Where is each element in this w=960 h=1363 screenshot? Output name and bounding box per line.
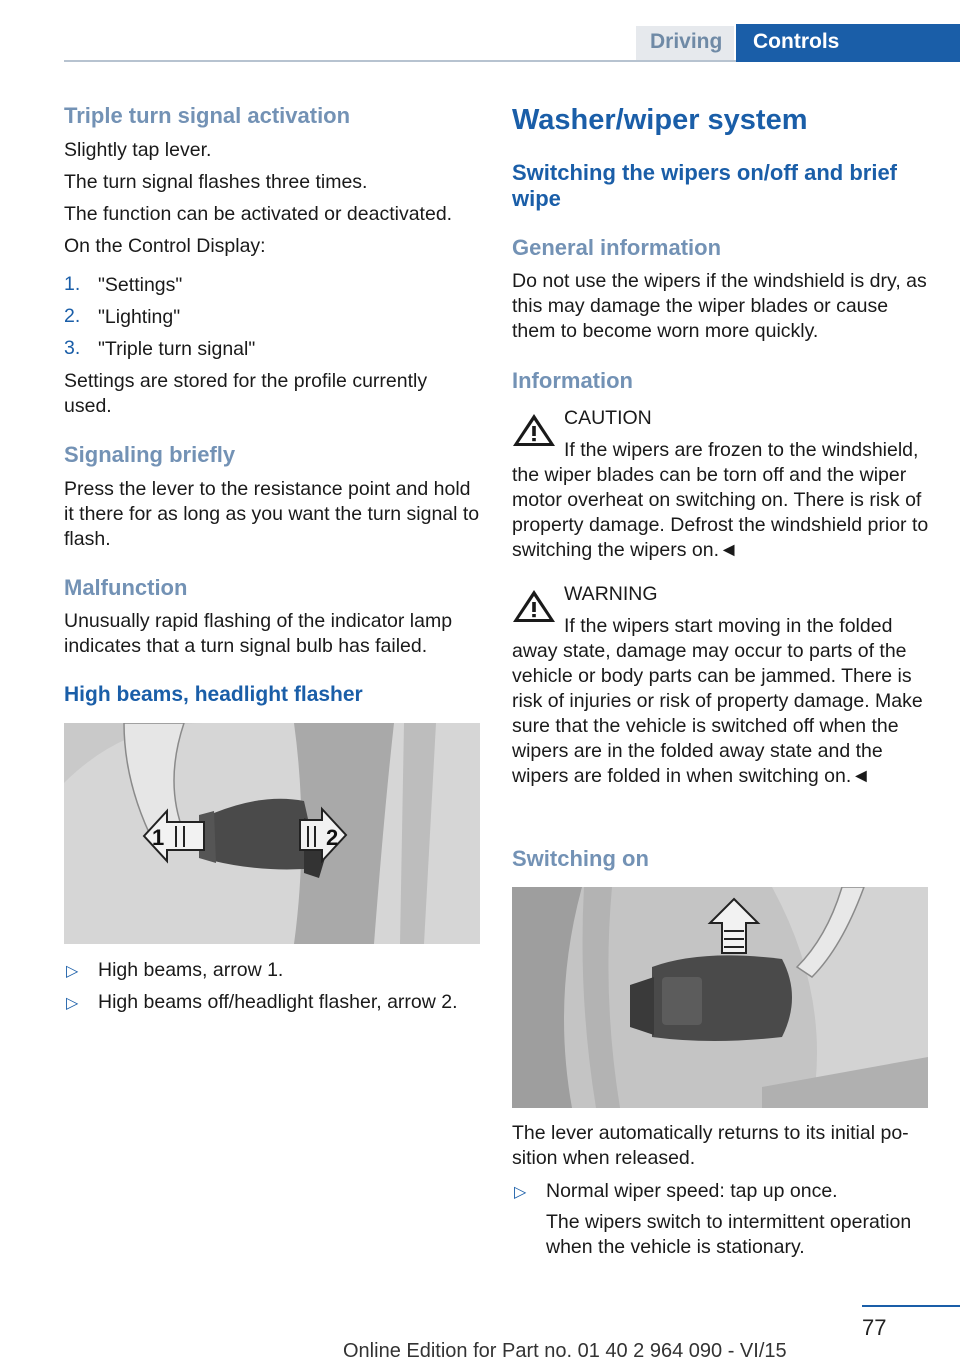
high-beams-heading: High beams, headlight flasher (64, 683, 363, 706)
triple-p5: Settings are stored for the profile currently used. (64, 370, 428, 417)
step-text: "Triple turn signal" (98, 338, 256, 360)
wiper-speed-subtext: The wipers switch to intermittent operation when the vehicle is stationary. (546, 1211, 912, 1258)
high-beams-item: High beams off/headlight flasher, arrow 2. (98, 991, 458, 1013)
header-controls-label: Controls (753, 30, 840, 53)
information-heading: Information (512, 368, 633, 393)
wiper-lever-image (512, 887, 928, 1108)
general-information-heading: General information (512, 235, 722, 260)
step-text: "Settings" (98, 274, 183, 296)
step-number: 3. (64, 337, 81, 359)
lever-returns-paragraph: The lever automatically returns to its initial po‐sition when released. (512, 1122, 909, 1169)
header-driving-label: Driving (650, 30, 723, 53)
malfunction-heading: Malfunction (64, 575, 188, 600)
high-beams-lever-illustration (64, 723, 480, 944)
malfunction-paragraph: Unusually rapid flashing of the indicator lamp indicates that a turn signal bulb has failed. (64, 610, 453, 657)
arrow-2-label: 2 (326, 825, 339, 850)
bullet-triangle-icon: ▷ (514, 1184, 527, 1201)
step-number: 2. (64, 305, 81, 327)
signaling-briefly-heading: Signaling briefly (64, 442, 236, 467)
step-text: "Lighting" (98, 306, 181, 328)
triple-p3: The function can be activated or deactivated. (64, 203, 453, 225)
wiper-speed-item: Normal wiper speed: tap up once. (546, 1180, 838, 1202)
switching-on-heading: Switching on (512, 846, 649, 871)
caution-text: If the wipers are frozen to the windshield, the wiper blades can be torn off and the wiper motor overheat on switching on. There is risk of property damage. Defrost the windshield prior to switching the wipers on.◄ (512, 439, 929, 561)
caution-label: CAUTION (564, 407, 652, 429)
switching-wipers-heading: Switching the wipers on/off and brief wipe (512, 160, 898, 211)
footer-edition: Online Edition for Part no. 01 40 2 964 090 - VI/15 (343, 1340, 787, 1362)
warning-text: If the wipers start moving in the folded away state, damage may occur to parts of the vehicle or body parts can be jammed. There is risk of injuries or risk of property damage. Make sure that the vehicle is switched off when the wipers are in the folded away state and the wipers are folded in when switching on.◄ (512, 615, 923, 787)
general-information-paragraph: Do not use the wipers if the windshield is dry, as this may damage the wiper blades or cause them to become worn more quickly. (512, 270, 927, 342)
bullet-triangle-icon: ▷ (66, 963, 79, 980)
signaling-paragraph: Press the lever to the resistance point and hold it there for as long as you want the turn signal to flash. (64, 478, 480, 550)
triple-p4: On the Control Display: (64, 235, 266, 257)
triple-p1: Slightly tap lever. (64, 139, 212, 161)
triple-p2: The turn signal flashes three times. (64, 171, 368, 193)
washer-wiper-heading: Washer/wiper system (512, 104, 808, 136)
arrow-1-label: 1 (152, 825, 165, 850)
wiper-lever-illustration (512, 887, 928, 1108)
high-beams-lever-image (64, 723, 480, 944)
footer-rule (862, 1305, 960, 1307)
triple-turn-signal-heading: Triple turn signal activation (64, 103, 351, 128)
warning-label: WARNING (564, 583, 658, 605)
bullet-triangle-icon: ▷ (66, 995, 79, 1012)
high-beams-item: High beams, arrow 1. (98, 959, 284, 981)
page-number: 77 (862, 1315, 887, 1340)
step-number: 1. (64, 273, 81, 295)
